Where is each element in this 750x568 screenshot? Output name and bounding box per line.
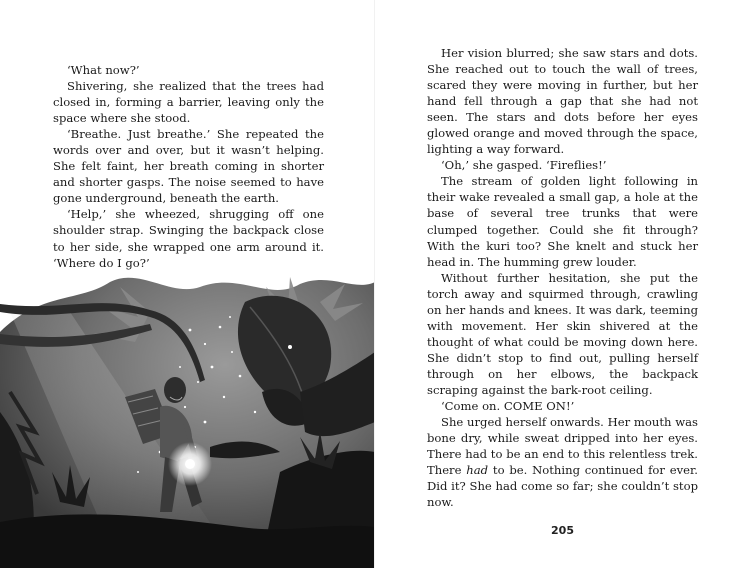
text-run: She urged herself onwards. Her mouth was bone dry, while sweat dripped into her eyes. There had to be an end to this relentless trek. There [427,415,698,478]
forest-fireflies-illustration [0,272,375,568]
paragraph: ‘What now?’ [67,63,140,77]
paragraph: The stream of golden light following in their wake revealed a small gap, a hole at the base of several tree trunks that were clumped together. Could she fit through? With the kuri too? She knelt and stuck her head in. The humming grew louder. [427,174,698,269]
paragraph: ‘Breathe. Just breathe.’ She repeated the words over and over, but it wasn’t helping. She felt faint, her breath coming in shorter and shorter gasps. The noise seemed to have gone underground, beneath the earth. [53,127,324,206]
left-page-text [53,62,324,271]
page-number: 205 [551,524,574,537]
paragraph: ‘Come on. COME ON!’ [441,399,575,414]
paragraph: Shivering, she realized that the trees had closed in, forming a barrier, leaving only the space where she stood. [53,79,324,126]
paragraph: ‘Help,’ she wheezed, shrugging off one shoulder strap. Swinging the backpack close to her side, she wrapped one arm around it. ‘Where do I go?’ [53,207,324,270]
paragraph: Her vision blurred; she saw stars and dots. She reached out to touch the wall of trees, scared they were moving in further, but her hand fell through a gap that she had not seen. The stars and dots before her eyes glowed orange and moved through the space, lighting a way forward. [427,46,698,157]
right-page-text [427,45,698,510]
emphasis: had [466,463,489,478]
paragraph: ‘Oh,’ she gasped. ‘Fireflies!’ [441,158,607,173]
text-run: to be. Nothing continued for ever. Did it? She had come so far; she couldn’t stop now. [427,463,698,510]
right-page [375,0,750,568]
paragraph: Without further hesitation, she put the torch away and squirmed through, crawling on her hands and knees. It was dark, teeming with movement. Her skin shivered at the thought of what could be moving down here. She didn’t stop to find out, pulling herself through on her elbows, the backpack scraping against the bark-root ceiling. [427,270,698,397]
paragraph [427,414,698,510]
